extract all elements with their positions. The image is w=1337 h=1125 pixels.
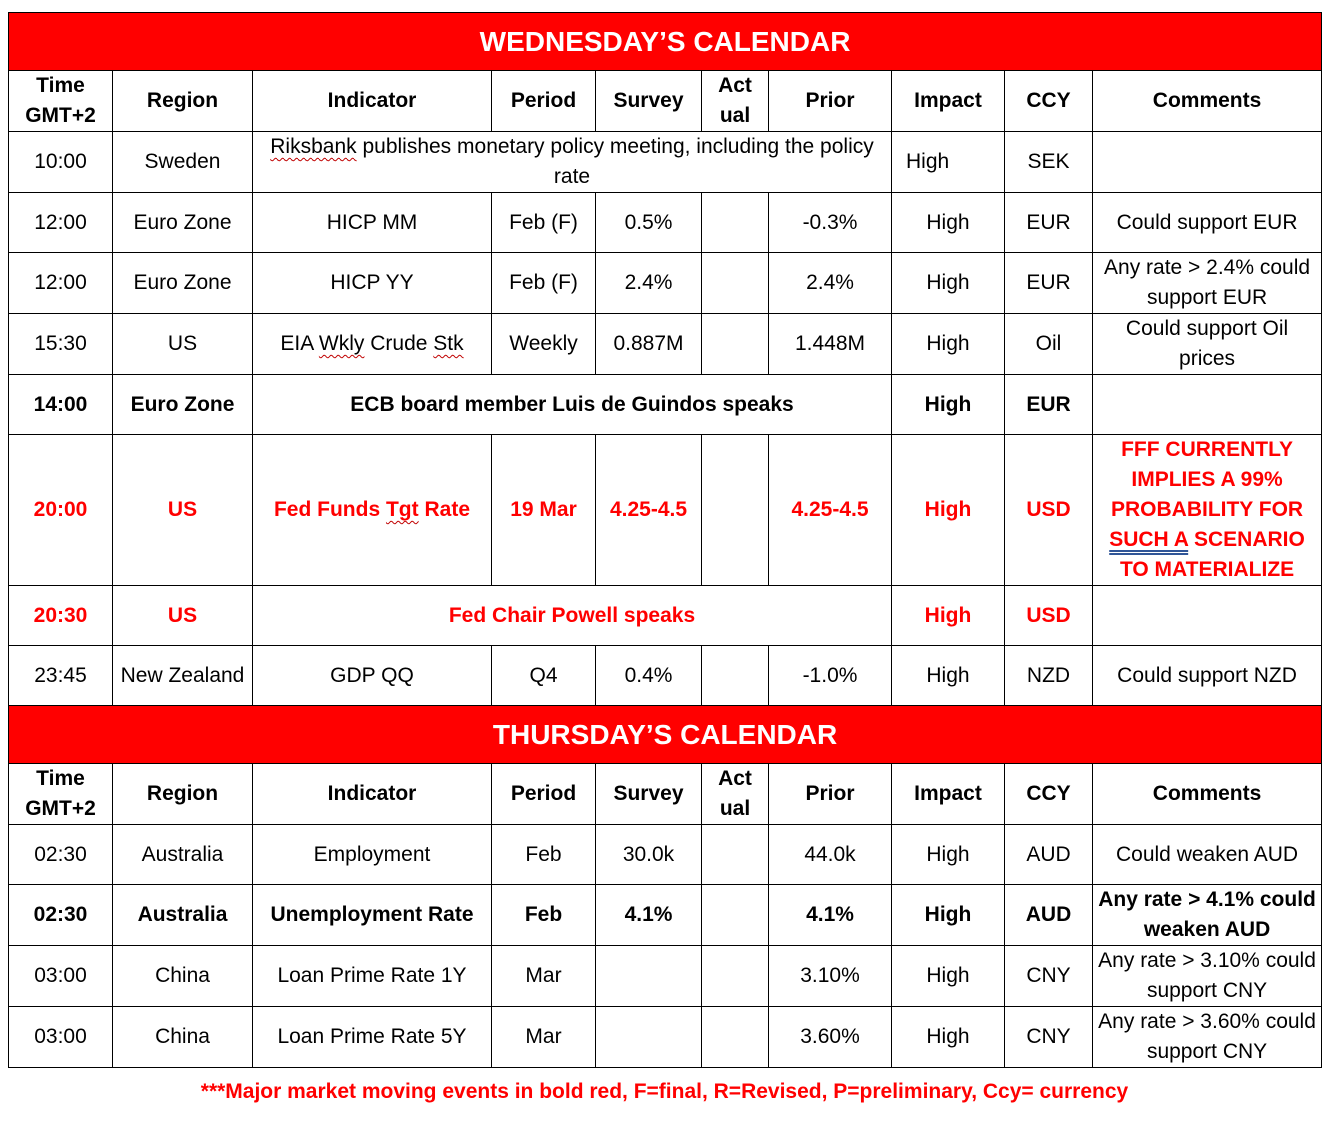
cell-ccy: SEK — [1005, 132, 1093, 193]
cell-actual — [702, 253, 769, 314]
cell-time: 15:30 — [9, 314, 113, 375]
cell-survey: 0.5% — [596, 193, 702, 253]
cell-period: 19 Mar — [492, 435, 596, 586]
header-impact: Impact — [892, 764, 1005, 825]
cell-comments: Could support EUR — [1093, 193, 1322, 253]
cell-impact: High — [892, 253, 1005, 314]
cell-prior: 3.10% — [769, 946, 892, 1007]
header-ccy: CCY — [1005, 71, 1093, 132]
header-region: Region — [113, 764, 253, 825]
table-row — [9, 885, 1322, 946]
cell-indicator: HICP YY — [253, 253, 492, 314]
header-survey: Survey — [596, 764, 702, 825]
header-time: Time GMT+2 — [9, 71, 113, 132]
indicator-part: EIA — [280, 332, 319, 355]
header-prior: Prior — [769, 71, 892, 132]
cell-period: Mar — [492, 946, 596, 1007]
table-row — [9, 586, 1322, 646]
indicator-part: Stk — [433, 332, 464, 355]
wednesday-title: WEDNESDAY’S CALENDAR — [9, 13, 1322, 71]
header-time: Time GMT+2 — [9, 764, 113, 825]
cell-ccy: Oil — [1005, 314, 1093, 375]
header-survey: Survey — [596, 71, 702, 132]
cell-region: New Zealand — [113, 646, 253, 706]
cell-impact: High — [892, 1007, 1005, 1068]
comments-part: SCENARIO TO MATERIALIZE — [1119, 528, 1305, 581]
cell-region: US — [113, 586, 253, 646]
cell-comments: Could weaken AUD — [1093, 825, 1322, 885]
cell-time: 20:00 — [9, 435, 113, 586]
header-actual: Act ual — [702, 764, 769, 825]
header-indicator: Indicator — [253, 764, 492, 825]
cell-time: 14:00 — [9, 375, 113, 435]
cell-ccy: NZD — [1005, 646, 1093, 706]
cell-comments: Could support NZD — [1093, 646, 1322, 706]
table-row — [9, 1007, 1322, 1068]
cell-comments — [1093, 435, 1322, 586]
cell-survey: 2.4% — [596, 253, 702, 314]
cell-comments: Could support Oil prices — [1093, 314, 1322, 375]
economic-calendar-table — [8, 12, 1322, 1068]
header-actual: Act ual — [702, 71, 769, 132]
cell-survey: 4.25-4.5 — [596, 435, 702, 586]
indicator-part: Fed Funds — [273, 498, 386, 521]
cell-ccy: CNY — [1005, 946, 1093, 1007]
cell-region: China — [113, 946, 253, 1007]
cell-comments: Any rate > 3.60% could support CNY — [1093, 1007, 1322, 1068]
thursday-title-row — [9, 706, 1322, 764]
cell-actual — [702, 825, 769, 885]
cell-actual — [702, 193, 769, 253]
cell-ccy: EUR — [1005, 193, 1093, 253]
cell-comments — [1093, 132, 1322, 193]
cell-impact: High — [892, 825, 1005, 885]
wednesday-header-row — [9, 71, 1322, 132]
cell-period: Mar — [492, 1007, 596, 1068]
cell-period: Q4 — [492, 646, 596, 706]
cell-survey: 4.1% — [596, 885, 702, 946]
cell-prior: -0.3% — [769, 193, 892, 253]
cell-indicator: GDP QQ — [253, 646, 492, 706]
cell-impact: High — [892, 586, 1005, 646]
indicator-part: Riksbank — [270, 135, 357, 158]
table-row — [9, 946, 1322, 1007]
header-period: Period — [492, 71, 596, 132]
cell-prior: 4.25-4.5 — [769, 435, 892, 586]
cell-comments — [1093, 586, 1322, 646]
cell-region: Sweden — [113, 132, 253, 193]
cell-actual — [702, 1007, 769, 1068]
cell-prior: 44.0k — [769, 825, 892, 885]
cell-period: Feb (F) — [492, 253, 596, 314]
cell-prior: -1.0% — [769, 646, 892, 706]
cell-period: Feb — [492, 885, 596, 946]
cell-region: Euro Zone — [113, 375, 253, 435]
table-row — [9, 435, 1322, 586]
header-period: Period — [492, 764, 596, 825]
cell-indicator — [253, 314, 492, 375]
cell-region: Euro Zone — [113, 193, 253, 253]
cell-comments: Any rate > 3.10% could support CNY — [1093, 946, 1322, 1007]
header-prior: Prior — [769, 764, 892, 825]
cell-region: Euro Zone — [113, 253, 253, 314]
header-comments: Comments — [1093, 71, 1322, 132]
cell-region: Australia — [113, 885, 253, 946]
cell-impact: High — [892, 885, 1005, 946]
cell-region: US — [113, 435, 253, 586]
cell-actual — [702, 646, 769, 706]
cell-prior: 1.448M — [769, 314, 892, 375]
cell-prior: 2.4% — [769, 253, 892, 314]
calendar-container — [8, 12, 1321, 1103]
thursday-header-row — [9, 764, 1322, 825]
cell-period: Feb — [492, 825, 596, 885]
indicator-part: Crude — [364, 332, 434, 355]
cell-indicator: HICP MM — [253, 193, 492, 253]
table-row — [9, 825, 1322, 885]
cell-comments: Any rate > 2.4% could support EUR — [1093, 253, 1322, 314]
cell-region: Australia — [113, 825, 253, 885]
cell-period: Feb (F) — [492, 193, 596, 253]
cell-actual — [702, 946, 769, 1007]
cell-indicator: Loan Prime Rate 5Y — [253, 1007, 492, 1068]
cell-survey — [596, 1007, 702, 1068]
cell-ccy: EUR — [1005, 375, 1093, 435]
table-row — [9, 646, 1322, 706]
header-ccy: CCY — [1005, 764, 1093, 825]
cell-survey: 0.4% — [596, 646, 702, 706]
wednesday-title-row — [9, 13, 1322, 71]
cell-impact: High — [892, 435, 1005, 586]
cell-indicator: Unemployment Rate — [253, 885, 492, 946]
cell-impact: High — [892, 375, 1005, 435]
cell-time: 12:00 — [9, 253, 113, 314]
cell-ccy: USD — [1005, 586, 1093, 646]
cell-impact: High — [892, 193, 1005, 253]
cell-actual — [702, 885, 769, 946]
cell-indicator — [253, 132, 892, 193]
cell-time: 10:00 — [9, 132, 113, 193]
cell-impact: High — [892, 946, 1005, 1007]
cell-ccy: EUR — [1005, 253, 1093, 314]
cell-indicator — [253, 435, 492, 586]
cell-comments: Any rate > 4.1% could weaken AUD — [1093, 885, 1322, 946]
cell-indicator: Fed Chair Powell speaks — [253, 586, 892, 646]
comments-part: FFF CURRENTLY IMPLIES A 99% PROBABILITY FOR — [1110, 438, 1304, 521]
cell-region: US — [113, 314, 253, 375]
cell-time: 12:00 — [9, 193, 113, 253]
table-row — [9, 375, 1322, 435]
indicator-part: Tgt — [385, 498, 419, 521]
cell-time: 23:45 — [9, 646, 113, 706]
cell-time: 20:30 — [9, 586, 113, 646]
indicator-part: publishes monetary policy meeting, including the policy rate — [356, 135, 874, 188]
header-indicator: Indicator — [253, 71, 492, 132]
indicator-part: Rate — [418, 498, 470, 521]
cell-impact: High — [892, 646, 1005, 706]
cell-time: 02:30 — [9, 885, 113, 946]
cell-time: 03:00 — [9, 1007, 113, 1068]
cell-actual — [702, 435, 769, 586]
cell-time: 03:00 — [9, 946, 113, 1007]
footnote: ***Major market moving events in bold red, F=final, R=Revised, P=preliminary, Ccy= currency — [200, 1080, 1129, 1103]
table-row — [9, 314, 1322, 375]
cell-comments — [1093, 375, 1322, 435]
cell-indicator: Employment — [253, 825, 492, 885]
cell-survey: 30.0k — [596, 825, 702, 885]
cell-prior: 4.1% — [769, 885, 892, 946]
cell-indicator: ECB board member Luis de Guindos speaks — [253, 375, 892, 435]
table-row — [9, 132, 1322, 193]
cell-ccy: AUD — [1005, 885, 1093, 946]
cell-impact: High — [892, 132, 1005, 193]
header-region: Region — [113, 71, 253, 132]
cell-time: 02:30 — [9, 825, 113, 885]
table-row — [9, 193, 1322, 253]
header-comments: Comments — [1093, 764, 1322, 825]
cell-region: China — [113, 1007, 253, 1068]
comments-part: SUCH A — [1109, 528, 1189, 551]
table-row — [9, 253, 1322, 314]
cell-period: Weekly — [492, 314, 596, 375]
cell-impact: High — [892, 314, 1005, 375]
cell-ccy: USD — [1005, 435, 1093, 586]
header-impact: Impact — [892, 71, 1005, 132]
cell-survey — [596, 946, 702, 1007]
cell-indicator: Loan Prime Rate 1Y — [253, 946, 492, 1007]
thursday-title: THURSDAY’S CALENDAR — [9, 706, 1322, 764]
cell-ccy: AUD — [1005, 825, 1093, 885]
cell-ccy: CNY — [1005, 1007, 1093, 1068]
cell-survey: 0.887M — [596, 314, 702, 375]
cell-prior: 3.60% — [769, 1007, 892, 1068]
indicator-part: Wkly — [318, 332, 365, 355]
cell-actual — [702, 314, 769, 375]
